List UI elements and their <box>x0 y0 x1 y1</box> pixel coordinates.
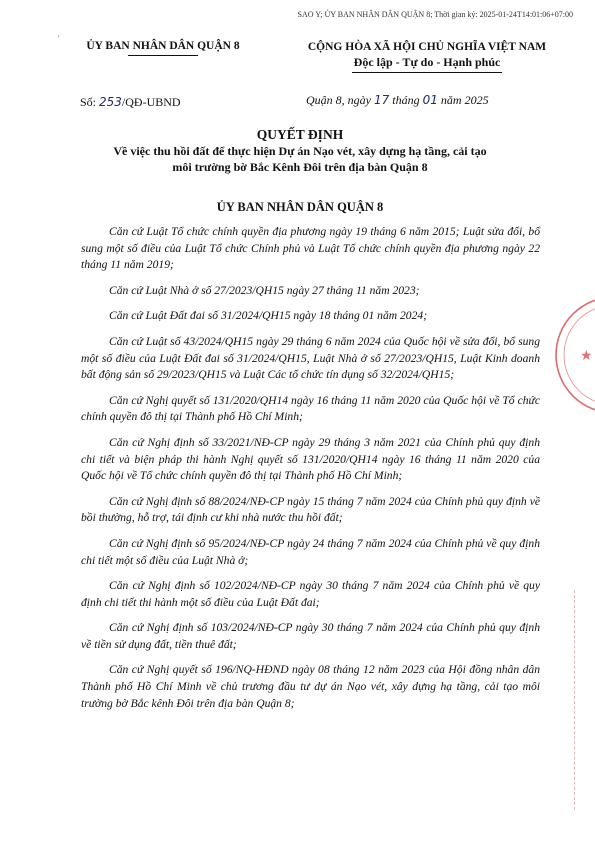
issuing-authority: ỦY BAN NHÂN DÂN QUẬN 8 <box>216 200 384 214</box>
legal-basis-paragraph: Căn cứ Luật Nhà ở số 27/2023/QH15 ngày 27 tháng 11 năm 2023; <box>109 283 420 297</box>
legal-basis-paragraph: Căn cứ Nghị định số 103/2024/NĐ-CP ngày 30 tháng 7 năm 2024 của Chính phủ quy định về tiền sử dụng đất, tiền thuê đất; <box>81 621 540 651</box>
subtitle-line-2: môi trường bờ Bắc Kênh Đôi trên địa bàn Quận 8 <box>172 159 428 174</box>
document-title: QUYẾT ĐỊNH <box>256 127 344 142</box>
legal-basis-section <box>81 224 540 721</box>
country-name: CỘNG HÒA XÃ HỘI CHỦ NGHĨA VIỆT NAM <box>307 41 547 53</box>
national-header <box>292 40 562 73</box>
legal-basis-paragraph: Căn cứ Nghị quyết số 131/2020/QH14 ngày 16 tháng 11 năm 2020 của Quốc hội về Tổ chức chính quyền đô thị tại Thành phố Hồ Chí Minh; <box>81 393 540 424</box>
issue-date <box>306 93 489 108</box>
subtitle-line-1: Về việc thu hồi đất để thực hiện Dự án Nạo vét, xây dựng hạ tầng, cải tạo <box>113 144 487 158</box>
date-day-handwritten: 17 <box>374 93 390 107</box>
document-number <box>80 95 181 110</box>
doc-number-prefix: Số: <box>80 95 97 109</box>
scan-mark: ' <box>58 34 60 43</box>
legal-basis-paragraph: Căn cứ Nghị định số 88/2024/NĐ-CP ngày 15 tháng 7 năm 2024 của Chính phủ quy định về bồi thường, hỗ trợ, tái định cư khi nhà nước thu hồi đất; <box>81 494 540 525</box>
official-seal-icon <box>554 290 595 420</box>
date-place: Quận 8, ngày <box>306 93 371 107</box>
legal-basis-paragraph: Căn cứ Luật Đất đai số 31/2024/QH15 ngày 18 tháng 01 năm 2024; <box>109 309 428 323</box>
legal-basis-paragraph: Căn cứ Nghị định số 95/2024/NĐ-CP ngày 24 tháng 7 năm 2024 của Chính phủ về quy định chi tiết một số điều của Luật Nhà ở; <box>81 536 540 567</box>
doc-number-handwritten: 253 <box>99 95 122 109</box>
motto-underline <box>352 72 502 73</box>
issuing-organization <box>58 40 268 56</box>
document-subtitle <box>60 144 540 175</box>
doc-number-suffix: /QĐ-UBND <box>121 95 181 109</box>
org-name: ỦY BAN NHÂN DÂN QUẬN 8 <box>86 40 240 52</box>
svg-text:★: ★ <box>580 348 593 364</box>
date-year: năm 2025 <box>440 93 489 107</box>
national-motto: Độc lập - Tự do - Hạnh phúc <box>353 55 501 69</box>
legal-basis-paragraph: Căn cứ Luật Tổ chức chính quyền địa phương ngày 19 tháng 6 năm 2015; Luật sửa đổi, bổ sung một số điều của Luật Tổ chức Chính phủ và Luật Tổ chức chính quyền địa phương ngày 22 tháng 11 năm 2019; <box>81 225 540 272</box>
org-underline <box>128 55 198 56</box>
page-edge-mark <box>574 590 581 810</box>
legal-basis-paragraph: Căn cứ Nghị định số 33/2021/NĐ-CP ngày 29 tháng 3 năm 2021 của Chính phủ quy định chi tiết và biện pháp thi hành Nghị quyết số 131/2020/QH14 ngày 16 tháng 11 năm 2020 của Quốc hội về Tổ chức chính quyền đô thị tại Thành phố Hồ Chí Minh; <box>81 435 540 483</box>
legal-basis-paragraph: Căn cứ Luật số 43/2024/QH15 ngày 29 tháng 6 năm 2024 của Quốc hội về sửa đổi, bổ sung một số điều của Luật Đất đai số 31/2024/QH15, Luật Nhà ở số 27/2023/QH15, Luật Kinh doanh bất động sản số 29/2023/QH15 và Luật Các tổ chức tín dụng số 32/2024/QH15; <box>81 334 540 382</box>
legal-basis-paragraph: Căn cứ Nghị quyết số 196/NQ-HĐND ngày 08 tháng 12 năm 2023 của Hội đồng nhân dân Thành phố Hồ Chí Minh về chủ trương đầu tư dự án Nạo vét, xây dựng hạ tầng, cải tạo môi trường bờ Bắc kênh Đôi trên địa bàn Quận 8; <box>81 663 540 710</box>
digital-signature-line: SAO Y; ỦY BAN NHÂN DÂN QUẬN 8; Thời gian ký: 2025-01-24T14:01:06+07:00 <box>297 10 573 19</box>
date-month-word: tháng <box>392 93 420 107</box>
legal-basis-paragraph: Căn cứ Nghị định số 102/2024/NĐ-CP ngày 30 tháng 7 năm 2024 của Chính phủ về quy định chi tiết thi hành một số điều của Luật Đất đai; <box>81 579 540 609</box>
date-month-handwritten: 01 <box>422 93 438 107</box>
